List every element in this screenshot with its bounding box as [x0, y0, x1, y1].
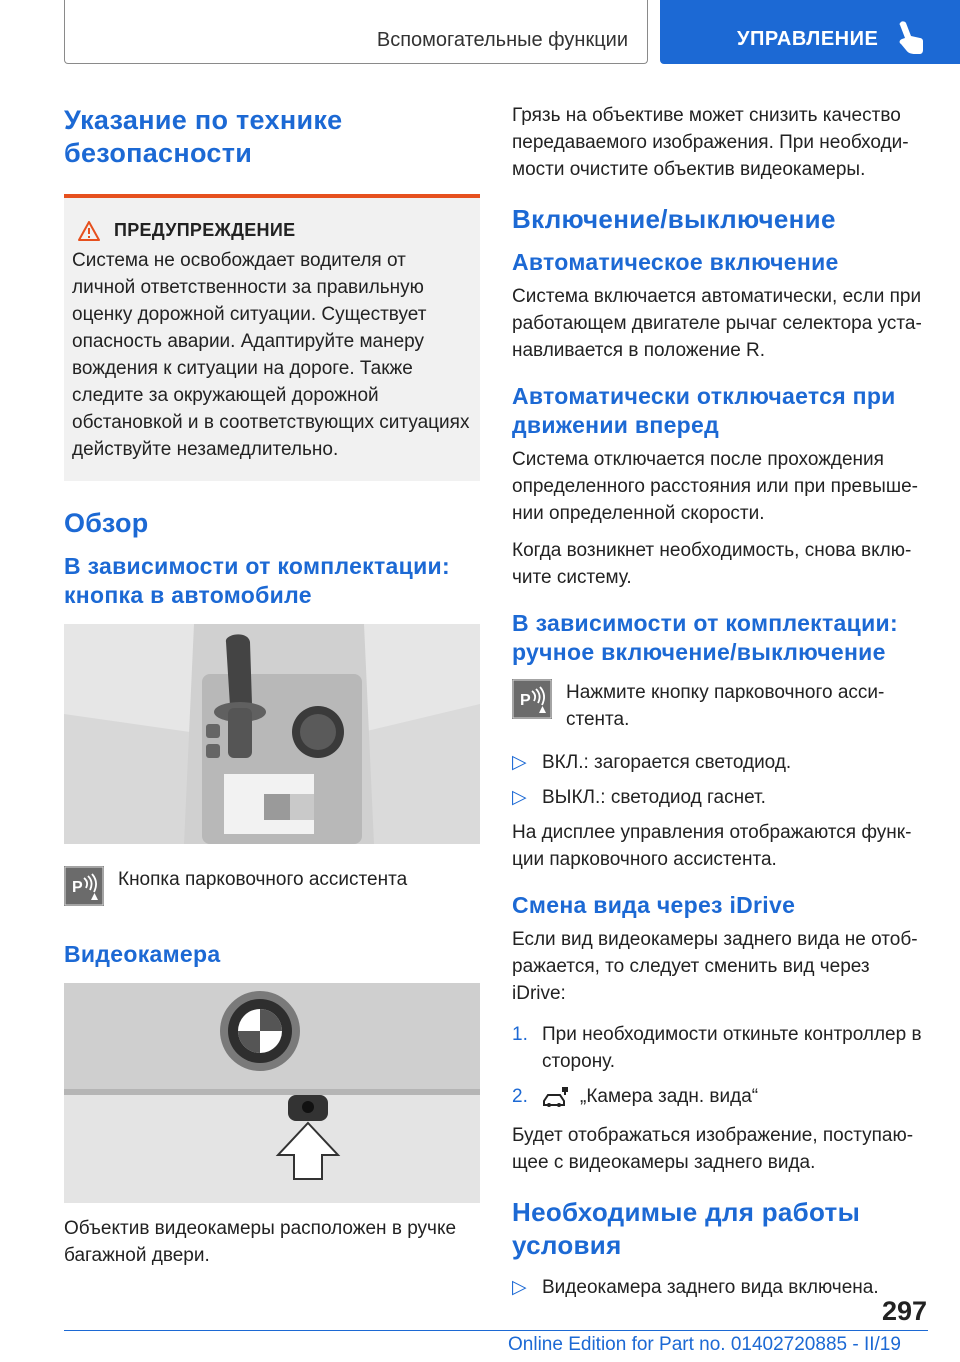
- onoff-heading: Включение/выключение: [512, 204, 836, 234]
- bullet-item: [512, 749, 928, 776]
- bullet-text: ВЫКЛ.: светодиод гаснет.: [542, 787, 766, 808]
- rear-camera-icon: [542, 1085, 570, 1109]
- svg-text:P: P: [520, 692, 531, 709]
- footer-divider: [64, 1330, 928, 1331]
- dirt-text: Грязь на объективе может снизить качество передаваемого изображения. При необходимости очистите объектив видеокамеры.: [512, 105, 909, 180]
- overview-heading: Обзор: [64, 508, 149, 538]
- bullet-text: ВКЛ.: загорается светодиод.: [542, 752, 792, 773]
- manual-press-row: [512, 679, 928, 733]
- step-text: „Камера задн. вида“: [580, 1086, 759, 1107]
- pointing-hand-icon: [894, 21, 924, 55]
- auto-on-text: Система включается автоматически, если при работающем двигателе рычаг селектора устанавливается в положение R.: [512, 286, 922, 361]
- step-item: [512, 1021, 928, 1075]
- safety-heading: Указание по технике безопасности: [64, 105, 343, 168]
- bullet-text: Видеокамера заднего вида включена.: [542, 1277, 879, 1298]
- section-title: Вспомогательные функции: [376, 29, 628, 51]
- edition-text: Online Edition for Part no. 01402720885 - II/19: [508, 1334, 901, 1355]
- park-assist-icon: [64, 866, 104, 906]
- camera-heading: Видеокамера: [64, 941, 221, 967]
- step-text: При необходимости откиньте контроллер в сторону.: [542, 1024, 922, 1072]
- step-number: 2.: [512, 1086, 528, 1107]
- right-column: [512, 100, 928, 1301]
- warning-title: ПРЕДУПРЕЖДЕНИЕ: [114, 220, 296, 240]
- bullet-marker: ▷: [512, 1277, 527, 1298]
- manual-press-text: Нажмите кнопку парковочного ассистента.: [566, 682, 885, 730]
- step-item: [512, 1083, 928, 1110]
- button-heading: В зависимости от комплектации: кнопка в автомобиле: [64, 553, 450, 608]
- left-column: [64, 100, 480, 1269]
- result-text: Будет отображаться изображение, поступающее с видеокамеры заднего вида.: [512, 1125, 914, 1173]
- button-caption: Кнопка парковочного ассистента: [118, 869, 408, 890]
- warning-title-row: [78, 220, 474, 241]
- auto-off-text-1: Система отключается после прохождения определенного расстояния или при превышении определенной скорости.: [512, 449, 918, 524]
- idrive-text: Если вид видеокамеры заднего вида не отображается, то следует сменить вид через iDrive:: [512, 929, 918, 1004]
- chapter-tab-label: УПРАВЛЕНИЕ: [737, 28, 879, 50]
- auto-off-text-2: Когда возникнет необходимость, снова включите систему.: [512, 540, 912, 588]
- camera-photo: [64, 983, 480, 1203]
- camera-illustration: [64, 983, 480, 1203]
- console-illustration: [64, 624, 480, 844]
- auto-on-heading: Автоматическое включение: [512, 249, 839, 275]
- step-number: 1.: [512, 1024, 528, 1045]
- idrive-heading: Смена вида через iDrive: [512, 892, 796, 918]
- bullet-item: [512, 784, 928, 811]
- bullet-marker: ▷: [512, 752, 527, 773]
- bullet-marker: ▷: [512, 787, 527, 808]
- camera-caption: Объектив видеокамеры расположен в ручке багажной двери.: [64, 1218, 457, 1266]
- warning-text: Система не освобождает водителя от личной ответственности за правильную оценку дорожной ситуации. Существует опасность аварии. Адаптируйте манеру вождения к ситуации на дороге. Также следите за окружающей дорожной обстановкой и в соответствующих ситуациях действуйте незамедлительно.: [72, 250, 470, 460]
- warning-triangle-icon: [78, 221, 100, 241]
- display-text: На дисплее управления отображаются функции парковочного ассистента.: [512, 822, 912, 870]
- requirements-heading: Необходимые для работы условия: [512, 1197, 861, 1260]
- page-number: 297: [882, 1296, 928, 1326]
- auto-off-heading: Автоматически отключается при движении вперед: [512, 383, 896, 438]
- chapter-tab[interactable]: [660, 0, 960, 64]
- button-caption-row: [64, 866, 480, 906]
- svg-text:P: P: [72, 879, 83, 896]
- warning-box: [64, 194, 480, 481]
- console-photo: [64, 624, 480, 844]
- park-assist-icon: [512, 679, 552, 719]
- bullet-item: [512, 1274, 928, 1301]
- manual-heading: В зависимости от комплектации: ручное включение/выключение: [512, 610, 898, 665]
